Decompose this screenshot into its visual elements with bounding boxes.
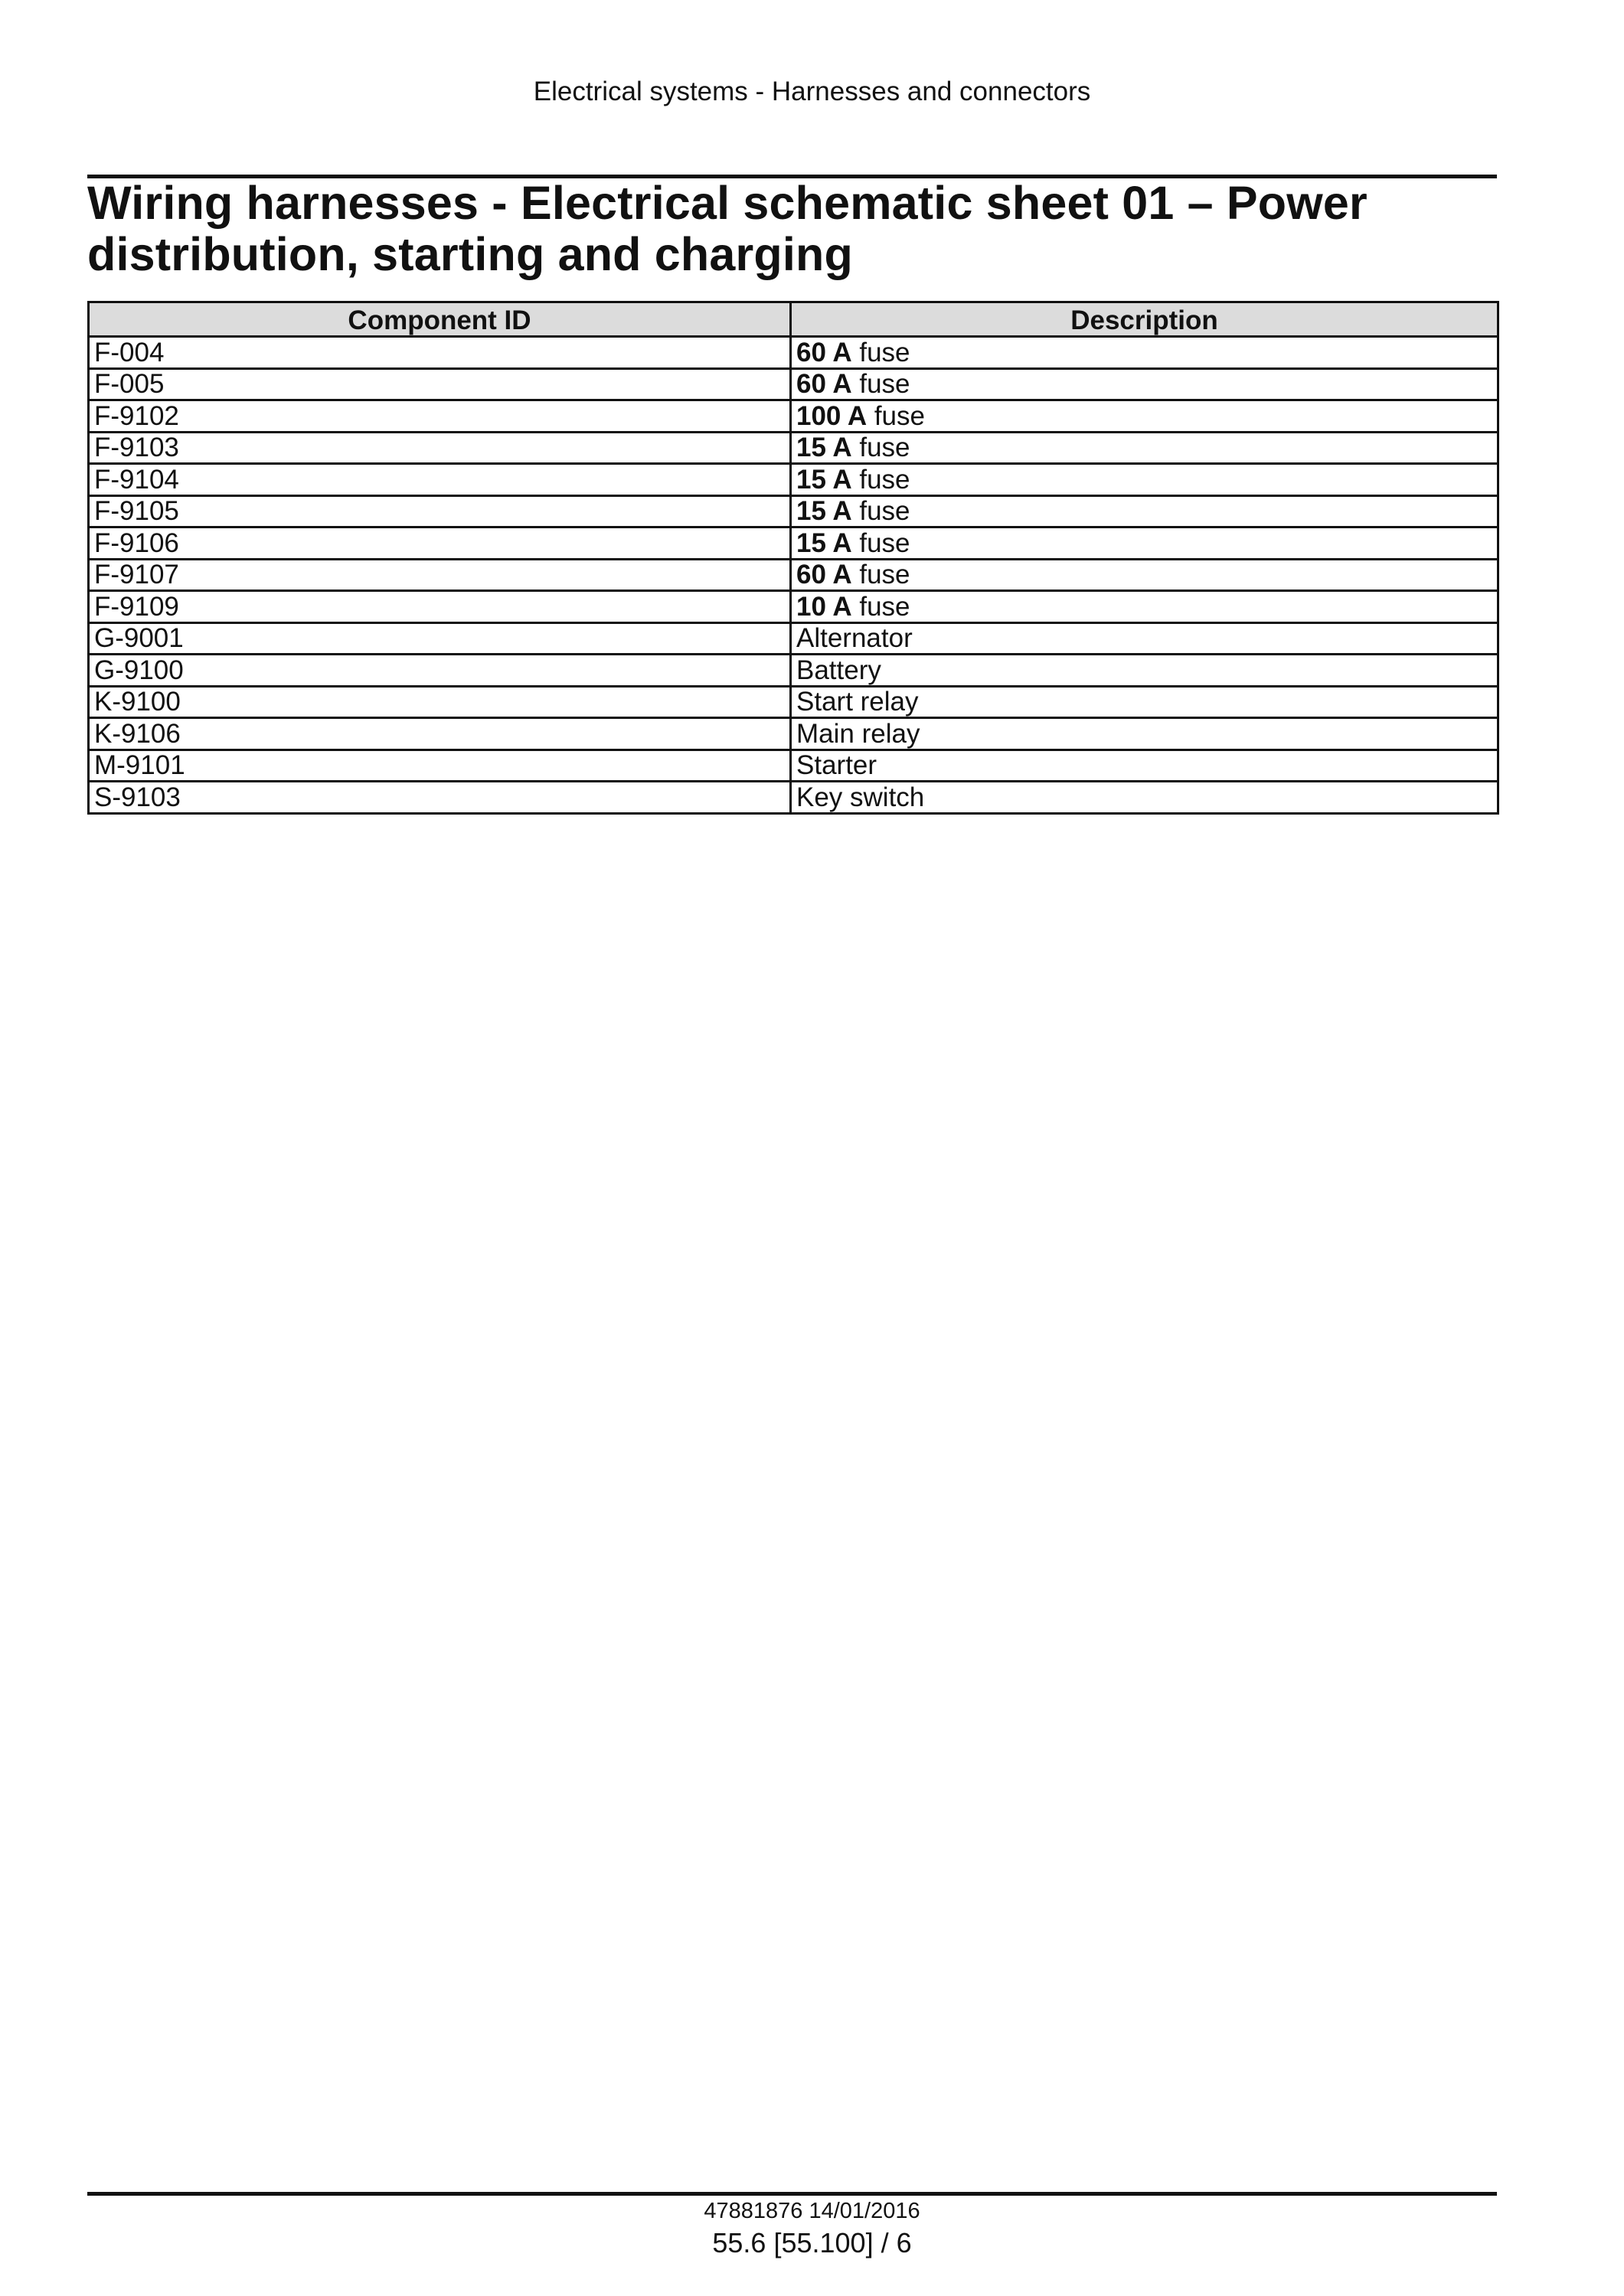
description-cell <box>791 655 1498 687</box>
description-cell <box>791 368 1498 400</box>
component-id-cell: K-9100 <box>89 686 791 718</box>
description-cell <box>791 559 1498 591</box>
table-row <box>89 591 1498 623</box>
description-text: fuse <box>851 496 910 526</box>
component-id-cell: G-9001 <box>89 622 791 655</box>
fuse-rating: 15 A <box>796 433 852 462</box>
description-cell <box>791 337 1498 369</box>
description-cell <box>791 591 1498 623</box>
table-row <box>89 400 1498 433</box>
page-number: 55.6 [55.100] / 6 <box>712 2227 912 2258</box>
component-id-cell: F-9106 <box>89 527 791 560</box>
table-row <box>89 750 1498 782</box>
table-row <box>89 559 1498 591</box>
description-text: fuse <box>851 591 910 622</box>
component-id-cell: F-004 <box>89 337 791 369</box>
description-text: Key switch <box>796 782 925 812</box>
description-cell <box>791 782 1498 814</box>
fuse-rating: 15 A <box>796 464 852 495</box>
component-id-cell: G-9100 <box>89 655 791 687</box>
description-text: fuse <box>867 400 925 431</box>
description-text: fuse <box>851 369 910 399</box>
table-row <box>89 527 1498 560</box>
component-id-cell: F-9105 <box>89 495 791 527</box>
description-text: Alternator <box>796 623 913 653</box>
table-row <box>89 495 1498 527</box>
table-row <box>89 432 1498 464</box>
component-table <box>87 301 1499 815</box>
component-id-cell: S-9103 <box>89 782 791 814</box>
description-text: Starter <box>796 750 877 780</box>
description-cell <box>791 622 1498 655</box>
column-header-component-id: Component ID <box>89 302 791 337</box>
description-text: fuse <box>851 433 910 462</box>
component-id-cell: F-9103 <box>89 432 791 464</box>
component-id-cell: F-9109 <box>89 591 791 623</box>
description-text: Battery <box>796 655 881 685</box>
description-cell <box>791 527 1498 560</box>
fuse-rating: 100 A <box>796 400 868 431</box>
table-row <box>89 368 1498 400</box>
description-text: fuse <box>851 337 910 367</box>
table-row <box>89 718 1498 750</box>
description-cell <box>791 686 1498 718</box>
page-title: Wiring harnesses - Electrical schematic sheet 01 – Power distribution, starting and charging <box>87 177 1367 280</box>
component-id-cell: F-005 <box>89 368 791 400</box>
component-id-cell: F-9107 <box>89 559 791 591</box>
table-header-row <box>89 302 1498 337</box>
fuse-rating: 15 A <box>796 496 852 526</box>
document-reference: 47881876 14/01/2016 <box>704 2199 920 2223</box>
component-id-cell: K-9106 <box>89 718 791 750</box>
description-cell <box>791 718 1498 750</box>
description-cell <box>791 464 1498 496</box>
component-id-cell: F-9104 <box>89 464 791 496</box>
running-header: Electrical systems - Harnesses and connectors <box>533 77 1091 106</box>
table-body <box>89 337 1498 814</box>
description-text: Start relay <box>796 687 919 717</box>
fuse-rating: 10 A <box>796 591 852 622</box>
description-cell <box>791 432 1498 464</box>
description-text: fuse <box>851 464 910 495</box>
description-cell <box>791 495 1498 527</box>
fuse-rating: 60 A <box>796 560 852 590</box>
description-text: fuse <box>851 527 910 558</box>
fuse-rating: 60 A <box>796 337 852 367</box>
table-row <box>89 782 1498 814</box>
description-cell <box>791 400 1498 433</box>
table-row <box>89 655 1498 687</box>
description-text: fuse <box>851 560 910 590</box>
fuse-rating: 15 A <box>796 527 852 558</box>
table-row <box>89 464 1498 496</box>
footer-rule <box>87 2192 1497 2196</box>
description-text: Main relay <box>796 718 920 749</box>
fuse-rating: 60 A <box>796 369 852 399</box>
component-id-cell: M-9101 <box>89 750 791 782</box>
column-header-description: Description <box>791 302 1498 337</box>
table-row <box>89 622 1498 655</box>
component-id-cell: F-9102 <box>89 400 791 433</box>
description-cell <box>791 750 1498 782</box>
table-row <box>89 686 1498 718</box>
table-row <box>89 337 1498 369</box>
